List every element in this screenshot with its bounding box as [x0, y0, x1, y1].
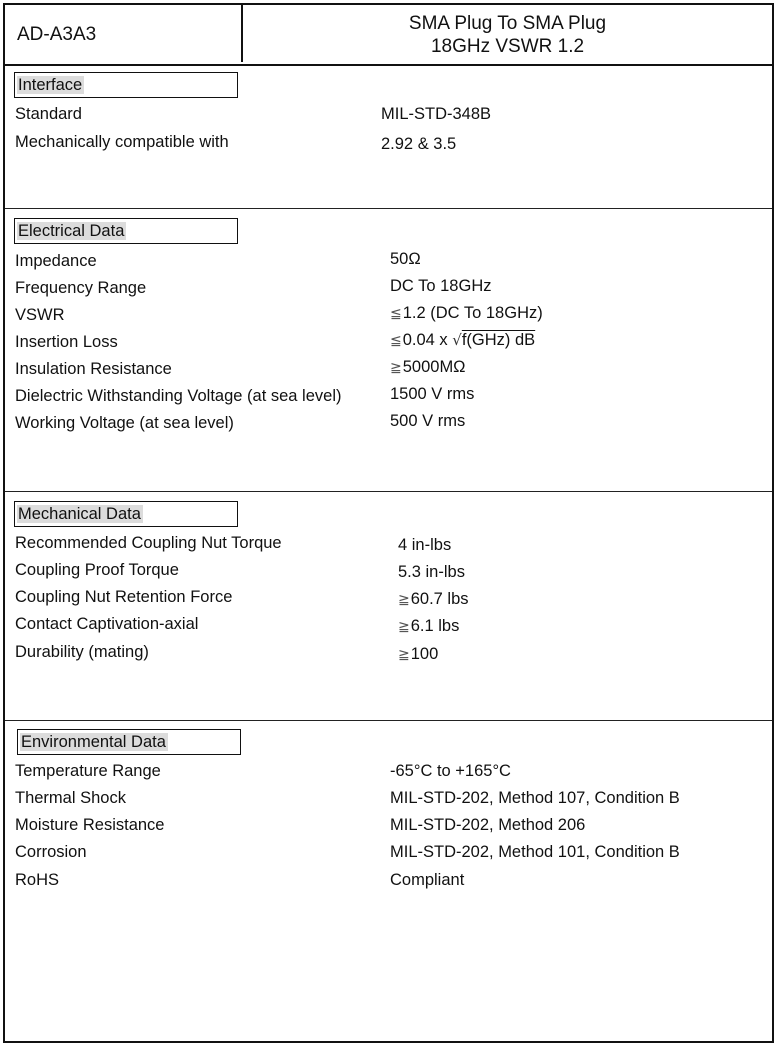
row-label: Contact Captivation-axial: [15, 615, 199, 633]
row-label: Coupling Proof Torque: [15, 561, 179, 579]
row-label: Thermal Shock: [15, 789, 126, 807]
section-divider: [5, 208, 772, 209]
greater-equal-symbol: ≧: [398, 647, 410, 663]
section-divider: [5, 491, 772, 492]
title-cell: [243, 5, 772, 62]
row-label: Standard: [15, 105, 82, 123]
row-value: DC To 18GHz: [390, 277, 492, 295]
row-value: [390, 331, 535, 350]
product-title: SMA Plug To SMA Plug: [408, 13, 607, 34]
row-value: -65°C to +165°C: [390, 762, 511, 780]
row-label: Mechanically compatible with: [15, 133, 229, 151]
row-value: 4 in-lbs: [398, 536, 452, 554]
less-equal-symbol: ≦: [390, 306, 402, 322]
product-subtitle: 18GHz VSWR 1.2: [430, 36, 585, 57]
row-value-text: 100: [410, 645, 439, 663]
row-label: Insertion Loss: [15, 333, 118, 351]
row-value-text: 0.04 x: [402, 331, 453, 349]
square-root-symbol: √: [452, 331, 462, 349]
row-value: 50Ω: [390, 250, 421, 268]
row-value-text: 1.2 (DC To 18GHz): [402, 304, 543, 322]
electrical-section-title: [14, 218, 238, 244]
section-divider: [5, 720, 772, 721]
row-label: Durability (mating): [15, 643, 149, 661]
part-number: AD-A3A3: [17, 24, 97, 45]
row-value: 1500 V rms: [390, 385, 475, 403]
row-label: RoHS: [15, 871, 60, 889]
row-value: [398, 590, 469, 609]
row-value: 2.92 & 3.5: [381, 135, 457, 153]
section-title-text: Electrical Data: [18, 222, 125, 240]
row-value: MIL-STD-348B: [381, 105, 492, 123]
row-label: Working Voltage (at sea level): [15, 414, 234, 432]
row-label: Frequency Range: [15, 279, 147, 297]
row-value: MIL-STD-202, Method 107, Condition B: [390, 789, 680, 807]
greater-equal-symbol: ≧: [390, 360, 402, 376]
row-value-text: 5000MΩ: [402, 358, 466, 376]
row-value-text: 6.1 lbs: [410, 617, 460, 635]
environmental-section-title: [17, 729, 241, 755]
row-value: 500 V rms: [390, 412, 466, 430]
row-label: Temperature Range: [15, 762, 161, 780]
part-number-cell: [5, 5, 243, 62]
row-label: Corrosion: [15, 843, 87, 861]
greater-equal-symbol: ≧: [398, 592, 410, 608]
row-label: Moisture Resistance: [15, 816, 165, 834]
row-label: VSWR: [15, 306, 65, 324]
section-title-text: Environmental Data: [21, 733, 166, 751]
row-label: Impedance: [15, 252, 97, 270]
header: [5, 5, 772, 66]
section-title-text: Mechanical Data: [18, 505, 141, 523]
row-label: Coupling Nut Retention Force: [15, 588, 233, 606]
row-value: 5.3 in-lbs: [398, 563, 465, 581]
row-label: Dielectric Withstanding Voltage (at sea level): [15, 387, 342, 405]
row-label: Insulation Resistance: [15, 360, 172, 378]
row-value: [390, 358, 466, 377]
mechanical-section-title: [14, 501, 238, 527]
interface-section-title: [14, 72, 238, 98]
row-label: Recommended Coupling Nut Torque: [15, 534, 282, 552]
row-value-text: f(GHz) dB: [461, 331, 536, 349]
row-value: [398, 645, 438, 664]
row-value: MIL-STD-202, Method 101, Condition B: [390, 843, 680, 861]
row-value: Compliant: [390, 871, 465, 889]
row-value-text: 60.7 lbs: [410, 590, 469, 608]
less-equal-symbol: ≦: [390, 333, 402, 349]
row-value: [390, 304, 543, 323]
greater-equal-symbol: ≧: [398, 619, 410, 635]
datasheet-frame: [3, 3, 774, 1043]
row-value: [398, 617, 459, 636]
section-title-text: Interface: [18, 76, 83, 94]
row-value: MIL-STD-202, Method 206: [390, 816, 586, 834]
